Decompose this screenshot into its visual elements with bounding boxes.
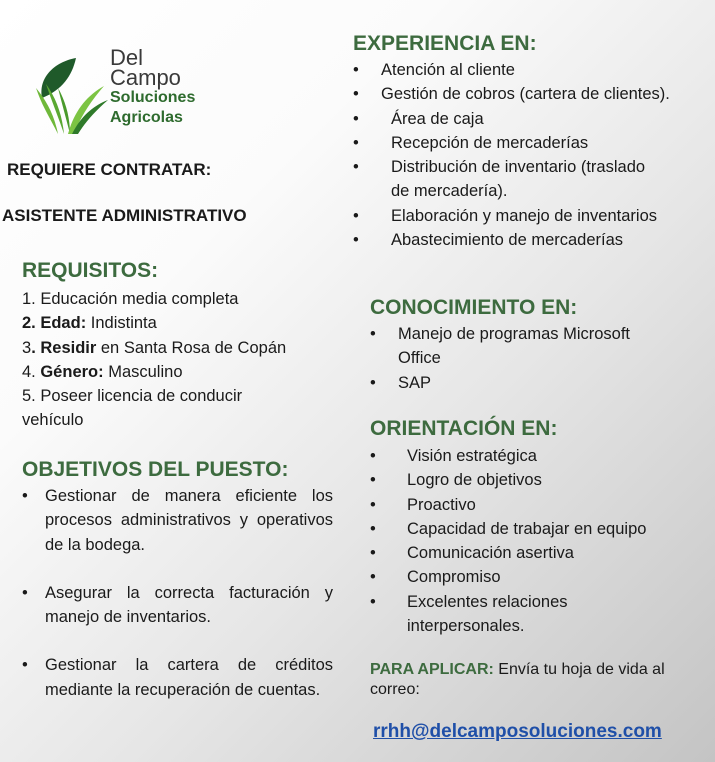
experiencia-item: • Abastecimiento de mercaderías <box>353 231 624 250</box>
requisito-item: 2. Edad: Indistinta <box>22 314 157 333</box>
experiencia-heading: EXPERIENCIA EN: <box>353 32 537 55</box>
requisitos-list <box>22 287 332 433</box>
experiencia-item: • Elaboración y manejo de inventarios <box>353 206 657 225</box>
conocimiento-heading: CONOCIMIENTO EN: <box>370 296 578 319</box>
logo-word-campo: Campo <box>110 65 181 90</box>
requisito-item: 4. Género: Masculino <box>22 362 183 381</box>
objetivos-heading: OBJETIVOS DEL PUESTO: <box>22 458 289 481</box>
orientacion-list <box>370 444 680 638</box>
orientacion-item: • Proactivo <box>370 495 476 514</box>
objetivo-item: • Asegurar la correcta facturación y manejo de inventarios. <box>22 583 333 627</box>
company-logo <box>32 45 222 140</box>
email-link[interactable]: rrhh@delcamposoluciones.com <box>373 721 662 742</box>
requisito-item: 1. Educación media completa <box>22 290 239 308</box>
logo-word-soluciones: Soluciones <box>110 89 196 106</box>
apply-text: Envía tu hoja de vida al correo: <box>370 661 665 698</box>
orientacion-item: • Visión estratégica <box>370 447 537 465</box>
orientacion-item: • Excelentes relaciones interpersonales. <box>370 592 568 636</box>
objetivo-item: • Gestionar de manera eficiente los procesos administrativos y operativos de la bodega. <box>22 487 333 554</box>
requisitos-heading: REQUISITOS: <box>22 259 159 282</box>
objetivo-item: • Gestionar la cartera de créditos mediante la recuperación de cuentas. <box>22 656 333 699</box>
experiencia-item: • Distribución de inventario (traslado de mercadería). <box>353 158 646 201</box>
experiencia-item: • Recepción de mercaderías <box>353 133 589 152</box>
orientacion-item: • Logro de objetivos <box>370 471 542 490</box>
apply-label: PARA APLICAR: <box>370 661 494 678</box>
apply-instructions <box>370 660 680 700</box>
orientacion-item: • Capacidad de trabajar en equipo <box>370 519 647 538</box>
orientacion-heading: ORIENTACIÓN EN: <box>370 417 558 440</box>
objetivos-list <box>22 484 333 702</box>
experiencia-item: • Gestión de cobros (cartera de clientes). <box>353 85 670 104</box>
conocimiento-item: • SAP <box>370 373 432 392</box>
logo-word-del: Del <box>110 45 144 70</box>
conocimiento-list <box>370 322 680 395</box>
requisito-item: 3. Residir en Santa Rosa de Copán <box>22 338 287 357</box>
leaf-logo-icon <box>32 48 110 140</box>
experiencia-item: • Área de caja <box>353 109 484 128</box>
experiencia-list <box>353 58 692 252</box>
requiere-contratar: REQUIERE CONTRATAR: <box>7 160 212 179</box>
job-title: ASISTENTE ADMINISTRATIVO <box>2 206 247 225</box>
orientacion-item: • Comunicación asertiva <box>370 544 574 563</box>
orientacion-item: • Compromiso <box>370 568 501 587</box>
logo-word-agricolas: Agricolas <box>110 109 183 126</box>
conocimiento-item: • Manejo de programas Microsoft Office <box>370 325 631 368</box>
experiencia-item: • Atención al cliente <box>353 61 515 79</box>
requisito-item: 5. Poseer licencia de conducir vehículo <box>22 387 243 430</box>
